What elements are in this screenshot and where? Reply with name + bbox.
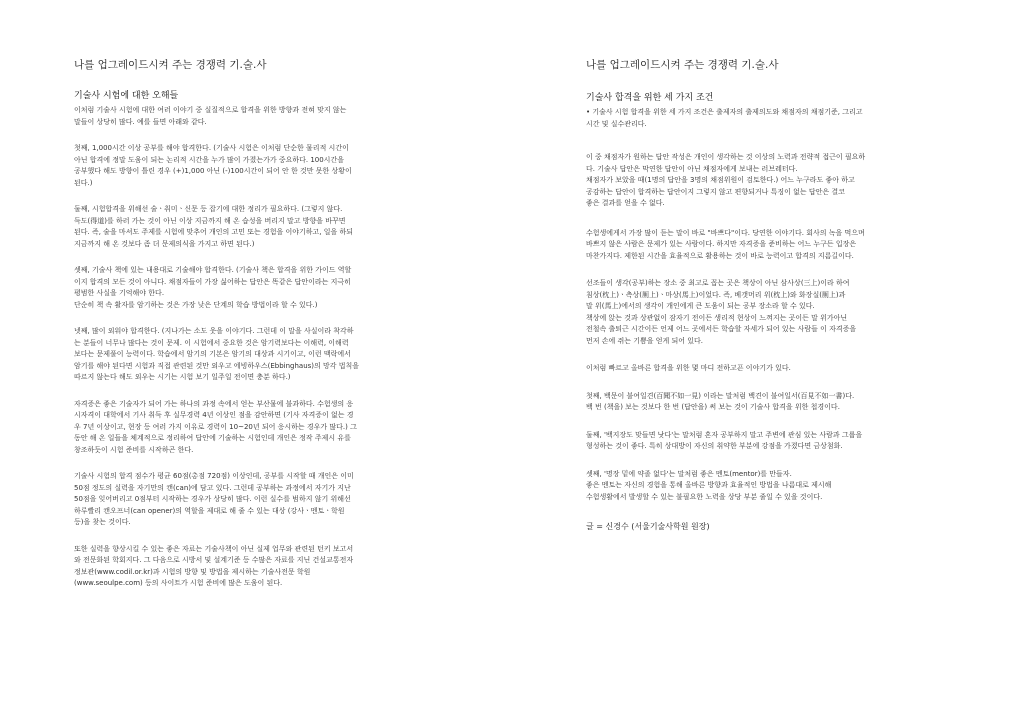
text-line: 선조들이 생각(공부)하는 장소 중 최고로 꼽는 곳은 책상이 아닌 삼사상(三上)이라 하여 bbox=[586, 279, 850, 287]
text-line: 침상(枕上)ㆍ측상(厠上)ㆍ마상(馬上)이었다. 즉, 베갯머리 위(枕上)와 화장실(厠上)과 bbox=[586, 290, 846, 299]
paragraph bbox=[586, 469, 961, 504]
text-line: 50점 정도의 실력을 자기만의 캔(can)에 담고 있다. 그런데 공부하는 과정에서 자기가 지난 bbox=[74, 483, 351, 492]
text-line: 자격증은 좋은 기술자가 되어 가는 하나의 과정 속에서 얻는 부산물에 불과하다. 수험생의 응 bbox=[74, 399, 354, 408]
text-line: 셋째, 기술사 책에 있는 내용대로 기술해야 합격한다. (기술사 책은 합격을 위한 가이드 역할 bbox=[74, 266, 352, 274]
text-line: 공부했다 해도 방향이 틀린 경우 (+)1,000 아닌 (-)100시간이 되어 안 한 것만 못한 상황이 bbox=[74, 167, 352, 175]
text-line: 둘째, '백지장도 맞들면 낫다'는 말처럼 혼자 공부하지 말고 주변에 관심 있는 사람과 그룹을 bbox=[586, 430, 863, 439]
text-line: 바쁘지 않은 사람은 문제가 있는 사람이다. 하지만 자격증을 준비하는 어느 누구든 입장은 bbox=[586, 240, 857, 248]
text-line: 책상에 앉는 것과 상관없이 잠자기 전이든 생리적 현상이 느껴지는 곳이든 말 위가아닌 bbox=[586, 313, 848, 322]
text-line: 이처럼 기술사 시험에 대한 여러 이야기 중 실질적으로 합격을 위한 방향과 전혀 맞지 않는 bbox=[74, 106, 347, 114]
text-line: 전철속 출퇴근 시간이든 언제 어느 곳에서든 학습할 자세가 되어 있는 사람들 이 자격증을 bbox=[586, 325, 857, 333]
paragraph bbox=[586, 363, 961, 375]
paragraph bbox=[74, 399, 449, 457]
paragraph bbox=[586, 391, 961, 414]
text-line: 평범한 사실을 기억해야 한다. bbox=[74, 289, 165, 297]
paragraph bbox=[74, 265, 449, 311]
text-line: 말 위(馬上)에서의 생각이 개인에게 큰 도움이 되는 공부 장소라 할 수 있다. bbox=[586, 302, 815, 310]
text-line: 기술사 시험의 합격 점수가 평균 60점(총점 720점) 이상인데, 공부를 시작할 때 개인은 이미 bbox=[74, 472, 354, 480]
text-line: 채점자가 보았을 때(1명의 답안을 3명의 채점위원이 검토한다.) 어느 누구라도 좋아 하고 bbox=[586, 176, 855, 184]
paragraph bbox=[586, 107, 961, 130]
text-line: 등)을 찾는 것이다. bbox=[74, 518, 131, 526]
text-line: 먼저 손에 쥐는 기쁨을 얻게 되어 있다. bbox=[586, 336, 704, 345]
text-line: 따르지 않는다 해도 외우는 시기는 시험 보기 일주일 전이면 충분 하다.) bbox=[74, 373, 291, 381]
text-line: 이 중 채점자가 원하는 답안 작성은 개인이 생각하는 것 이상의 노력과 전략적 접근이 필요하 bbox=[586, 153, 866, 161]
paragraph bbox=[74, 326, 449, 384]
text-line: (www.seoulpe.com) 등의 사이트가 시험 준비에 많은 도움이 된다. bbox=[74, 579, 283, 587]
text-line: 이처럼 빠르고 올바른 합격을 위한 몇 마디 전하고픈 이야기가 있다. bbox=[586, 364, 791, 372]
paragraph bbox=[74, 204, 449, 250]
text-line: 하루빨리 캔오프너(can opener)의 역할을 제대로 해 줄 수 있는 대상 (강사ㆍ멘토ㆍ학원 bbox=[74, 506, 345, 515]
text-line: 보다는 문제풀이 능력이다. 학습에서 암기의 기본은 암기의 대상과 시기이고, 이런 맥락에서 bbox=[74, 350, 351, 358]
right-body bbox=[586, 107, 961, 503]
text-line: 단순히 책 속 활자를 암기하는 것은 가장 낮은 단계의 학습 방법이라 할 수 있다.) bbox=[74, 300, 318, 309]
text-line: 와 전문화된 학회지다. 그 다음으로 시방서 및 설계기준 등 수많은 자료를 지닌 건설교통전자 bbox=[74, 556, 354, 564]
page-header: 나를 업그레이드시켜 주는 경쟁력 기.술.사 bbox=[74, 59, 267, 71]
text-line: 수험생에게서 가장 많이 듣는 말이 바로 "바쁘다"이다. 당연한 이야기다. 회사의 녹을 먹으며 bbox=[586, 228, 865, 237]
text-line: 시간 및 실수관리다. bbox=[586, 119, 647, 128]
text-line: 첫째, 백문이 불여일견(百聞不如一見) 이라는 말처럼 백견이 불여일서(百見不如一書)다. bbox=[586, 391, 855, 400]
text-line: 첫째, 1,000시간 이상 공부를 해야 합격한다. (기술사 시험은 이처럼 단순한 물리적 시간이 bbox=[74, 144, 349, 152]
text-line: 둘째, 시험합격을 위해선 술ㆍ취미ㆍ신문 등 잡기에 대한 정리가 필요하다. (그렇지 않다. bbox=[74, 205, 343, 213]
paragraph bbox=[74, 544, 449, 590]
text-line: 지금까지 해 온 것보다 좀 더 문제의식을 가지고 하면 된다.) bbox=[74, 239, 255, 248]
text-line: 된다.) bbox=[74, 178, 93, 187]
section-heading: 기술사 시험에 대한 오해들 bbox=[74, 91, 179, 101]
paragraph bbox=[74, 143, 449, 189]
text-line: 된다. 즉, 술을 마셔도 주제를 시험에 맞추어 개인의 고민 또는 경험을 이야기하고, 일을 하되 bbox=[74, 228, 354, 236]
text-line: 셋째, '명장 밑에 약졸 없다'는 말처럼 좋은 멘토(mentor)를 만들자. bbox=[586, 469, 792, 478]
text-line: 넷째, 많이 외워야 합격한다. (지나가는 소도 웃을 이야기다. 그런데 이 말을 사실이라 착각하 bbox=[74, 327, 354, 335]
paragraph bbox=[586, 152, 961, 210]
left-page bbox=[74, 58, 449, 605]
text-line: 아닌 합격에 정말 도움이 되는 논리적 시간을 누가 많이 가졌는가가 중요하다. 100시간을 bbox=[74, 155, 344, 164]
page-header: 나를 업그레이드시켜 주는 경쟁력 기.술.사 bbox=[586, 59, 779, 71]
paragraph bbox=[586, 228, 961, 263]
section-heading: 기술사 합격을 위한 세 가지 조건 bbox=[586, 93, 714, 103]
text-line: 는 분들이 너무나 많다는 것이 문제. 이 시험에서 중요한 것은 암기력보다는 이해력, 이해력 bbox=[74, 338, 349, 347]
text-line: 마찬가지다. 제한된 시간을 효율적으로 활용하는 것이 바로 능력이고 합격의 지름길이다. bbox=[586, 251, 854, 260]
text-line: 이지 합격의 모든 것이 아니다. 채점자들이 가장 싫어하는 답안은 똑같은 답안이라는 지극히 bbox=[74, 277, 351, 286]
paragraph bbox=[586, 430, 961, 453]
text-line: 정보관(www.codil.or.kr)과 시험의 방향 및 방법을 제시하는 기술사전문 학원 bbox=[74, 567, 311, 576]
text-line: 동안 해 온 일들을 체계적으로 정리하여 답안에 기술하는 시험인데 개인은 정작 주제시 유를 bbox=[74, 434, 351, 442]
paragraph bbox=[74, 105, 449, 128]
paragraph bbox=[74, 471, 449, 529]
right-page bbox=[586, 58, 961, 533]
text-line: 좋은 멘토는 자신의 경험을 통해 올바른 방향과 효율적인 방법을 나름대로 제시해 bbox=[586, 481, 832, 489]
text-line: 시자격이 대학에서 기사 취득 후 실무경력 4년 이상인 점을 감안하면 (기사 자격증이 없는 경 bbox=[74, 411, 354, 419]
text-line: 백 번 (책을) 보는 것보다 한 번 (답안을) 써 보는 것이 기술사 합격을 위한 첩경이다. bbox=[586, 403, 840, 411]
text-line: 다. 기술사 답안은 막연한 답안이 아닌 채점자에게 보내는 러브레터다. bbox=[586, 164, 798, 173]
text-line: 공감하는 답안이 합격하는 답안이지 그렇지 않고 편향되거나 특징이 없는 답안은 결코 bbox=[586, 187, 845, 196]
text-line: 또한 실력을 향상시킬 수 있는 좋은 자료는 기술사책이 아닌 실제 업무와 관련된 턴키 보고서 bbox=[74, 544, 354, 553]
paragraph bbox=[586, 278, 961, 347]
left-body bbox=[74, 105, 449, 590]
text-line: 좋은 결과를 얻을 수 없다. bbox=[586, 199, 665, 207]
text-line: 창조하듯이 시험 준비를 시작하곤 한다. bbox=[74, 445, 194, 454]
text-line: 형성하는 것이 좋다. 특히 상대방이 자신의 취약한 부분에 강점을 가졌다면 금상첨화. bbox=[586, 442, 843, 450]
text-line: 50점을 잊어버리고 0점부터 시작하는 경우가 상당히 많다. 이런 실수를 범하지 않기 위해선 bbox=[74, 495, 351, 503]
text-line: 수험생활에서 발생할 수 있는 불필요한 노력을 상당 부분 줄일 수 있을 것이다. bbox=[586, 492, 823, 501]
text-line: • 기술사 시험 합격을 위한 세 가지 조건은 출제자의 출제의도와 채점자의 채점기준, 그리고 bbox=[586, 108, 863, 116]
text-line: 말들이 상당히 많다. 예를 들면 아래와 같다. bbox=[74, 117, 207, 126]
text-line: 득도(得道)를 하러 가는 것이 아닌 이상 지금까지 해 온 습성을 버리지 말고 방향을 바꾸면 bbox=[74, 216, 346, 225]
text-line: 우 7년 이상이고, 현장 등 여러 가지 이유로 경력이 10~20년 되어 응시하는 경우가 많다.) 그 bbox=[74, 422, 357, 431]
author-signature: 글 = 신경수 (서울기술사학원 원장) bbox=[586, 522, 710, 531]
text-line: 암기를 해야 된다면 시험과 직접 관련된 것만 외우고 에빙하우스(Ebbinghaus)의 망각 법칙을 bbox=[74, 361, 360, 370]
